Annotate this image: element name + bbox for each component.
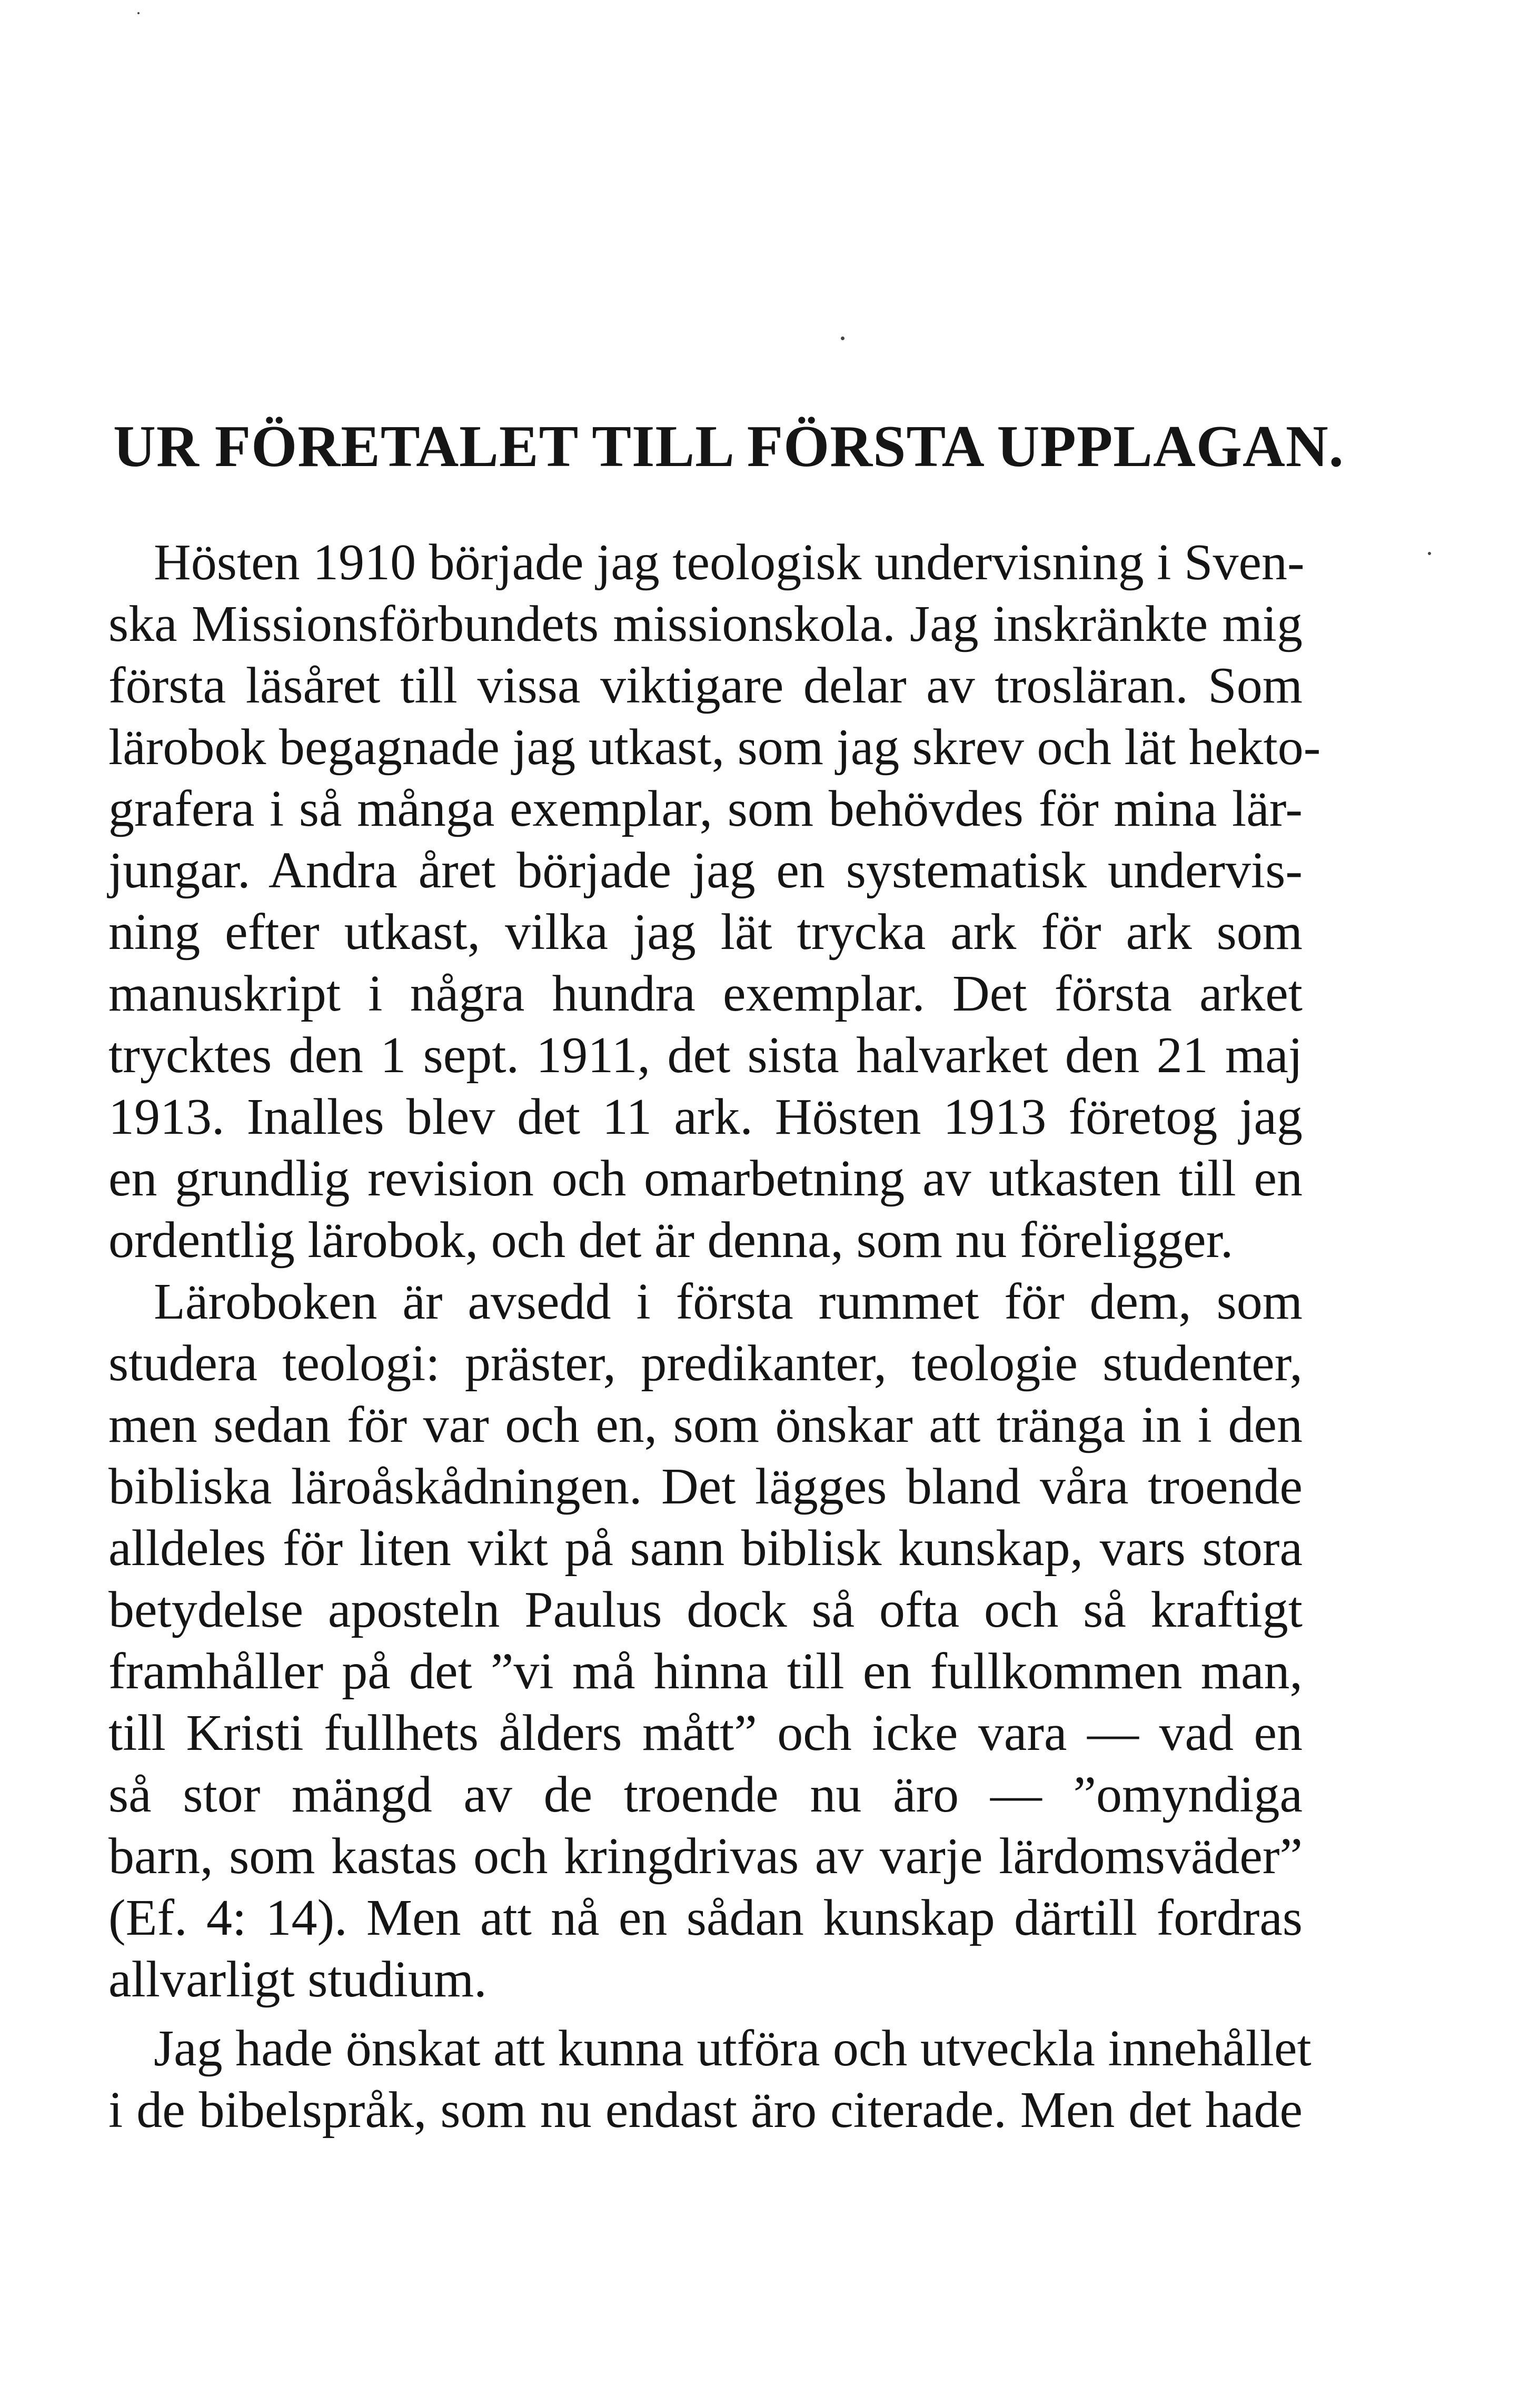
text-line: ning efter utkast, vilka jag lät trycka ark för ark som (108, 904, 1303, 961)
text-line: betydelse aposteln Paulus dock så ofta och så kraftigt (108, 1581, 1303, 1638)
text-line: (Ef. 4: 14). Men att nå en sådan kunskap därtill fordras (108, 1889, 1303, 1946)
text-line: första läsåret till vissa viktigare delar av trosläran. Som (108, 657, 1303, 714)
text-line: allvarligt studium. (108, 1951, 487, 2008)
text-line: men sedan för var och en, som önskar att tränga in i den (108, 1397, 1303, 1453)
print-speck (1428, 552, 1431, 555)
text-line: en grundlig revision och omarbetning av utkasten till en (108, 1150, 1303, 1207)
text-line: Läroboken är avsedd i första rummet för dem, som (154, 1273, 1303, 1330)
text-line: bibliska läroåskådningen. Det lägges bland våra troende (108, 1458, 1303, 1515)
text-line: till Kristi fullhets ålders mått” och icke vara — vad en (108, 1705, 1303, 1761)
text-line: jungar. Andra året började jag en systematisk undervis- (108, 842, 1303, 899)
text-line: Jag hade önskat att kunna utföra och utveckla innehållet (154, 2020, 1312, 2077)
text-line: ska Missionsförbundets missionskola. Jag inskränkte mig (108, 596, 1303, 652)
text-line: framhåller på det ”vi må hinna till en fullkommen man, (108, 1643, 1303, 1700)
print-speck (137, 12, 140, 14)
text-line: lärobok begagnade jag utkast, som jag skrev och lät hekto- (108, 719, 1321, 776)
text-line: trycktes den 1 sept. 1911, det sista halvarket den 21 maj (108, 1027, 1303, 1084)
text-line: grafera i så många exemplar, som behövdes för mina lär- (108, 780, 1303, 837)
body-text (108, 532, 1321, 2141)
text-line: 1913. Inalles blev det 11 ark. Hösten 1913 företog jag (108, 1088, 1303, 1145)
text-line: barn, som kastas och kringdrivas av varje lärdomsväder” (108, 1828, 1303, 1885)
chapter-heading: UR FÖRETALET TILL FÖRSTA UPPLAGAN. (113, 414, 1344, 479)
text-line: studera teologi: präster, predikanter, teologie studenter, (108, 1335, 1303, 1392)
text-line: alldeles för liten vikt på sann biblisk kunskap, vars stora (108, 1520, 1303, 1577)
text-line: manuskript i några hundra exemplar. Det första arket (108, 965, 1303, 1022)
text-line: i de bibelspråk, som nu endast äro citerade. Men det hade (108, 2082, 1303, 2139)
text-line: ordentlig lärobok, och det är denna, som nu föreligger. (108, 1212, 1234, 1269)
print-speck (841, 336, 844, 340)
text-line: så stor mängd av de troende nu äro — ”omyndiga (108, 1766, 1303, 1823)
text-line: Hösten 1910 började jag teologisk undervisning i Sven- (154, 534, 1305, 591)
